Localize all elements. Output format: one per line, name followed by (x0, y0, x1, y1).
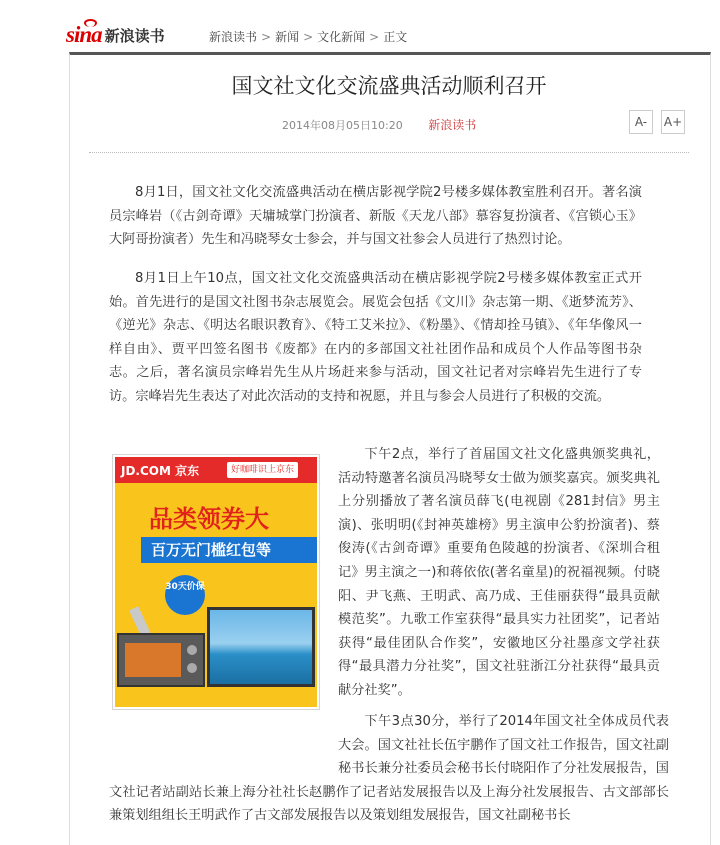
article-paragraph (109, 710, 669, 829)
breadcrumb-separator: > (261, 30, 272, 44)
article-source-link[interactable]: 新浪读书 (428, 118, 477, 132)
logo-cn-text: 新浪读书 (104, 27, 165, 45)
breadcrumb-separator: > (303, 30, 314, 44)
breadcrumb-item-news[interactable]: 新闻 (275, 30, 300, 44)
oven-knob (187, 645, 197, 655)
sina-books-logo[interactable] (66, 22, 165, 46)
breadcrumb (209, 28, 407, 45)
breadcrumb-item-current: 正文 (383, 30, 408, 44)
ad-banner (115, 457, 317, 707)
sina-eye-icon (84, 19, 97, 27)
article-date: 2014年08月05日10:20 (282, 119, 403, 132)
font-decrease-button[interactable] (629, 110, 653, 134)
breadcrumb-item-culture-news[interactable]: 文化新闻 (317, 30, 366, 44)
tv-screen (210, 610, 312, 684)
article-paragraph (338, 443, 660, 703)
breadcrumb-item-books[interactable]: 新浪读书 (209, 30, 258, 44)
font-increase-label: A+ (663, 115, 683, 129)
ad-tag: 好咖啡识上京东 (227, 462, 298, 478)
paragraph-text: 下午3点30分，举行了2014年国文社全体成员代表大会。国文社社长伍宇鹏作了国文社工作报告，国文社副秘书长兼分社委员会秘书长付晓阳作了分社发展报告，国文社记者站副站长兼上海分社社长赵鹏作了记者站发展报告以及上海分社发展报告、古文部部长兼策划组组长王明武作了古文部发展报告以及策划组发展报告，国文社副秘书长 (109, 714, 669, 824)
font-increase-button[interactable] (661, 110, 685, 134)
jd-logo: JD.COM 京东 (121, 464, 200, 478)
meta-divider (89, 152, 689, 153)
tv-image (207, 607, 315, 687)
paragraph-text: 下午2点，举行了首届国文社文化盛典颁奖典礼，活动特邀著名演员冯晓琴女士做为颁奖嘉宾。颁奖典礼上分别播放了著名演员薛飞(电视剧《281封信》男主演)、张明明(《封神英雄榜》男主演申公豹扮演者)、蔡俊涛(《古剑奇谭》重要角色陵越的扮演者、《深圳合租记》男主演之一)和蒋依依(著名童星)的祝福视频。付晓阳、尹飞燕、王明武、高乃成、王佳丽获得“最具贡献模范奖”。九歌工作室获得“最具实力社团奖”，记者站获得“最佳团队合作奖”，安徽地区分社墨彦文学社获得“最具潜力分社奖”，国文社驻浙江分社获得“最具贡献分社奖”。 (338, 447, 660, 698)
sina-logo-text: sina (66, 22, 102, 47)
paragraph-text: 8月1日上午10点，国文社文化交流盛典活动在横店影视学院2号楼多媒体教室正式开始。首先进行的是国文社图书杂志展览会。展览会包括《文川》杂志第一期、《逝梦流芳》、《逆光》杂志、《明达名眼识教育》、《特工艾米拉》、《粉墨》、《情却拴马镇》、《年华像风一样自由》、贾平凹签名图书《废都》在内的多部国文社社团作品和成员个人作品等图书杂志。之后，著名演员宗峰岩先生从片场赶来参与活动，国文社记者对宗峰岩先生进行了专访。宗峰岩先生表达了对此次活动的支持和祝愿，并且与参会人员进行了积极的交流。 (109, 271, 642, 404)
jd-advertisement[interactable] (112, 454, 320, 710)
ad-headline: 品类领券大 (149, 505, 269, 533)
oven-image (117, 633, 205, 687)
top-bar (0, 0, 720, 52)
article-meta (282, 116, 476, 133)
ad-band: 百万无门槛红包等 (141, 537, 317, 563)
font-decrease-label: A- (634, 115, 648, 129)
oven-window (125, 643, 181, 677)
oven-knob (187, 663, 197, 673)
article-paragraph (109, 181, 642, 252)
article-paragraph (109, 267, 642, 409)
article-title: 国文社文化交流盛典活动顺利召开 (231, 74, 547, 98)
price-protect-badge: 30天价保 (165, 575, 205, 615)
paragraph-text: 8月1日，国文社文化交流盛典活动在横店影视学院2号楼多媒体教室胜利召开。著名演员宗峰岩（《古剑奇谭》天墉城掌门扮演者、新版《天龙八部》慕容复扮演者、《宫锁心玉》大阿哥扮演者）先生和冯晓琴女士参会，并与国文社参会人员进行了热烈讨论。 (109, 185, 642, 248)
breadcrumb-separator: > (369, 30, 380, 44)
